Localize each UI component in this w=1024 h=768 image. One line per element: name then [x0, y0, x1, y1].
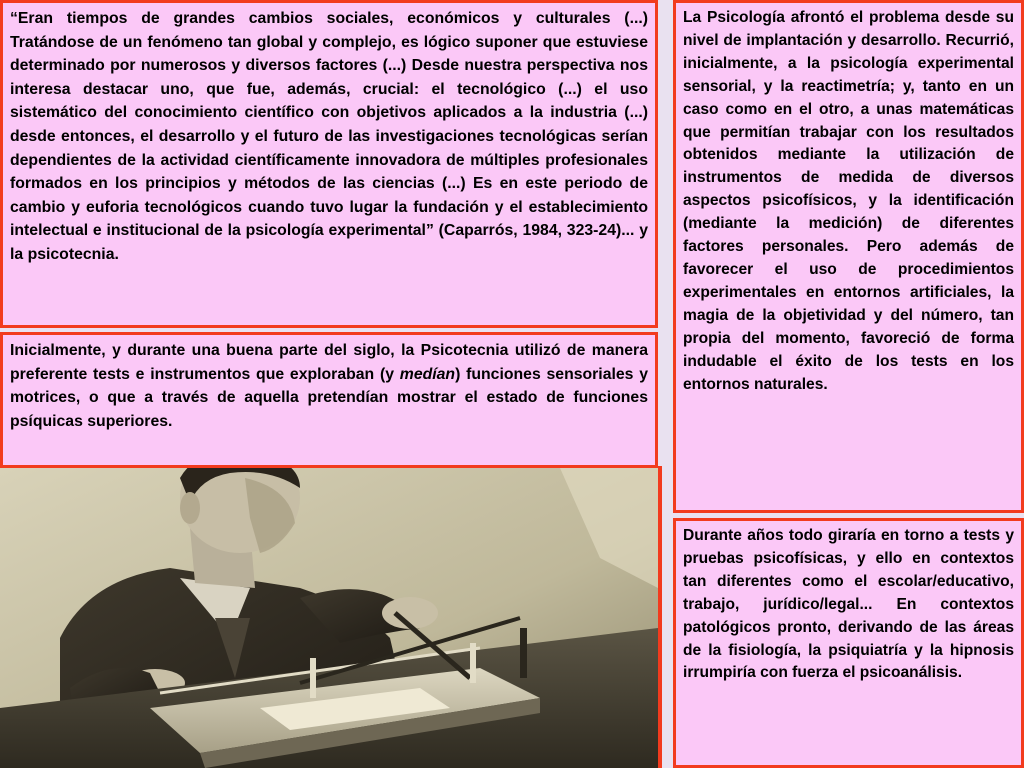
psicotecnia-text-italic: medían [399, 365, 456, 383]
psicotecnia-paragraph [10, 339, 648, 433]
photo-illustration [0, 468, 658, 768]
psicotecnia-text-box [0, 332, 658, 468]
historical-photo [0, 466, 662, 768]
contextos-paragraph: Durante años todo giraría en torno a tests y pruebas psicofísicas, y ello en contextos tan diferentes como el escolar/educativo, trabajo, jurídico/legal... En contextos patológicos pronto, derivando de las áreas de la fisiología, la psiquiatría y la hipnosis irrumpiría con fuerza el psicoanálisis. [683, 527, 1014, 682]
quote-paragraph: “Eran tiempos de grandes cambios sociales, económicos y culturales (...) Tratándose de un fenómeno tan global y complejo, es lógico suponer que estuviese determinado por numerosos y diversos factores (...) Desde nuestra perspectiva nos interesa destacar uno, que fue, además, crucial: el tecnológico (...) el uso sistemático del conocimiento científico con objetivos aplicados a la industria (...) desde entonces, el desarrollo y el futuro de las investigaciones tecnológicas serían dependientes de la actividad científicamente innovadora de múltiples profesionales formados en los principios y métodos de las ciencias (...) Es en este periodo de cambio y euforia tecnológicos cuando tuvo lugar la fundación y el establecimiento intelectual e institucional de la psicología experimental” (Caparrós, 1984, 323-24)... y la psicotecnia. [10, 10, 648, 263]
psicologia-paragraph: La Psicología afrontó el problema desde su nivel de implantación y desarrollo. Recurrió, inicialmente, a la psicología experimental sensorial, y la reactimetría; y, tanto en un caso como en el otro, a unas matemáticas que permitían trabajar con los resultados obtenidos mediante la utilización de instrumentos de medida de diversos aspectos psicofísicos, y la identificación (mediante la medición) de diferentes factores personales. Pero además de favorecer el uso de procedimientos experimentales en entornos artificiales, la magia de la objetividad y del número, tan propia del momento, favoreció de forma indudable el éxito de los tests en los entornos naturales. [683, 9, 1014, 393]
contextos-text-box [673, 518, 1024, 768]
psicotecnia-text-start: Inicialmente, y durante una buena parte del siglo, la Psicotecnia utilizó de manera preferente tests e instrumentos que exploraban (y [10, 342, 648, 383]
psicotecnia-text-end: ) funciones sensoriales y motrices, o que a través de aquella pretendían mostrar el estado de funciones psíquicas superiores. [10, 365, 648, 430]
quote-text-box [0, 0, 658, 328]
psicologia-text-box [673, 0, 1024, 513]
